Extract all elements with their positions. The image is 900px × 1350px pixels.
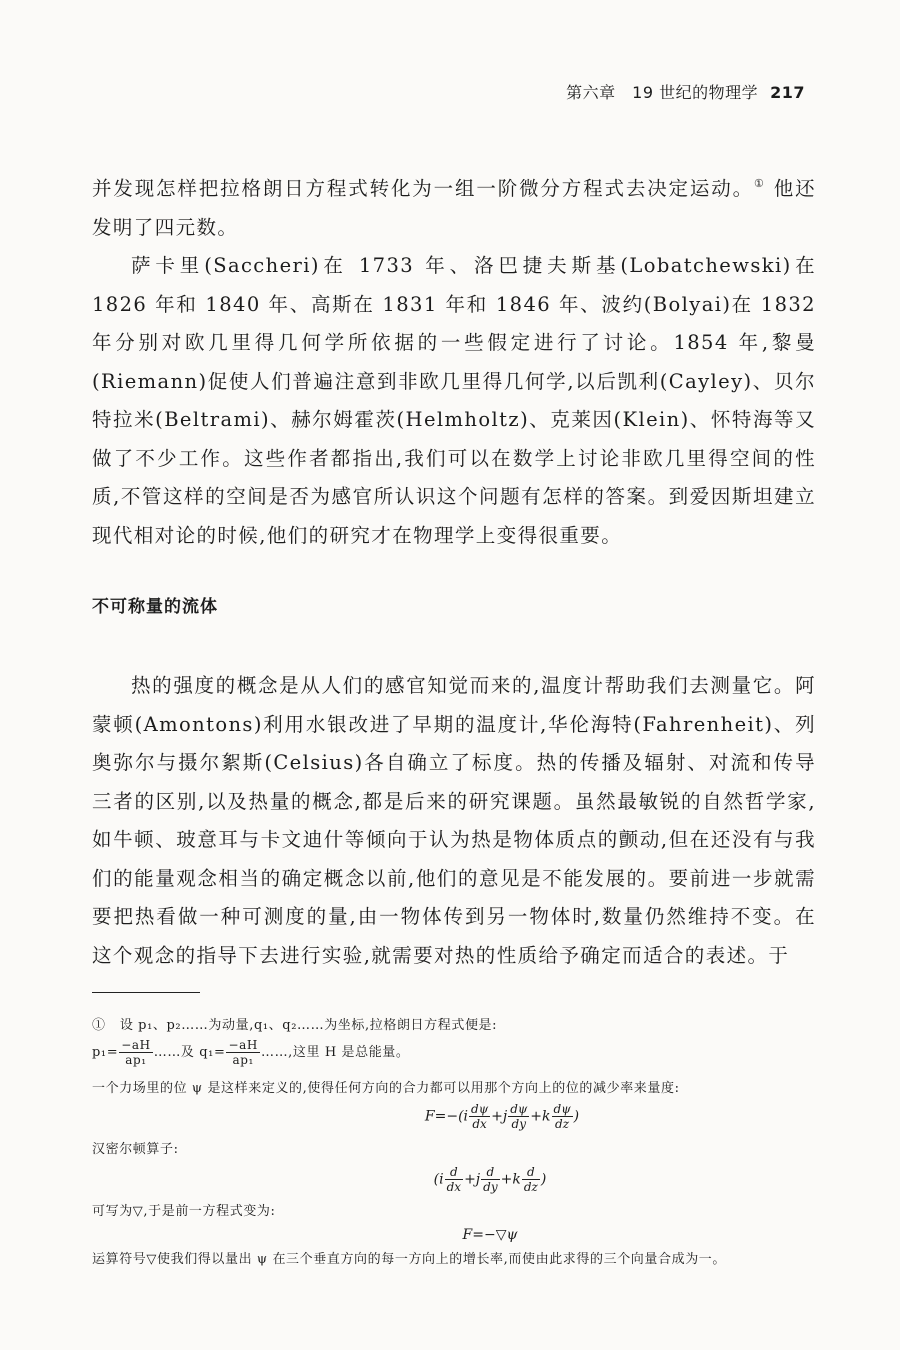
fraction-2-denominator: ap₁ [232, 1053, 254, 1067]
paragraph-1-text: 并发现怎样把拉格朗日方程式转化为一组一阶微分方程式去决定运动。 [92, 177, 754, 200]
eq1-fx-den: dx [472, 1117, 487, 1131]
footnote-line-5: 可写为▽,于是前一方程式变为: [92, 1204, 276, 1219]
fraction-2 [226, 1038, 259, 1067]
eq2-fy-num: d [481, 1165, 499, 1180]
fraction-1-denominator: ap₁ [125, 1053, 147, 1067]
fraction-1 [119, 1038, 152, 1067]
footnote-formula-q: ……及 q₁= [153, 1045, 226, 1060]
eq1-fraction-x [469, 1102, 490, 1131]
eq2-part-c: +k [500, 1171, 521, 1188]
eq1-fraction-z [552, 1102, 573, 1131]
footnote-line-2 [92, 1038, 816, 1067]
paragraph-3: 热的强度的概念是从人们的感官知觉而来的,温度计帮助我们去测量它。阿蒙顿(Amontons)利用水银改进了早期的温度计,华伦海特(Fahrenheit)、列奥弥尔与摄尔絮斯(Celsius)各自确立了标度。热的传播及辐射、对流和传导三者的区别,以及热量的概念,都是后来的研究课题。虽然最敏锐的自然哲学家,如牛顿、玻意耳与卡文迪什等倾向于认为热是物体质点的颤动,但在还没有与我们的能量观念相当的确定概念以前,他们的意见是不能发展的。要前进一步就需要把热看做一种可测度的量,由一物体传到另一物体时,数量仍然维持不变。在这个观念的指导下去进行实验,就需要对热的性质给予确定而适合的表述。于 [92, 674, 816, 967]
eq1-fy-den: dy [511, 1117, 526, 1131]
paragraph-1 [92, 170, 816, 247]
eq2-part-d: ) [540, 1171, 547, 1188]
footnote-line-1 [92, 1016, 816, 1036]
footnote-line-4: 汉密尔顿算子: [92, 1142, 179, 1157]
paragraph-1-end: 他还发明了四元数。 [92, 177, 816, 239]
eq1-part-c: +k [530, 1108, 551, 1125]
eq2-part-b: +j [464, 1171, 481, 1188]
footnote-formula-tail: ……,这里 H 是总能量。 [260, 1045, 410, 1060]
eq1-fx-num: dψ [471, 1102, 489, 1116]
eq2-fx-den: dx [446, 1180, 462, 1194]
eq2-fy-den: dy [483, 1180, 498, 1194]
paragraph-2: 萨卡里(Saccheri)在 1733 年、洛巴捷夫斯基(Lobatchewski)在 1826 年和 1840 年、高斯在 1831 年和 1846 年、波约(Bolyai)在 1832 年分别对欧几里得几何学所依据的一些假定进行了讨论。1854 年,黎曼(Riemann)促使人们普遍注意到非欧几里得几何学,以后凯利(Cayley)、贝尔特拉米(Beltrami)、赫尔姆霍茨(Helmholtz)、克莱因(Klein)、怀特海等又做了不少工作。这些作者都指出,我们可以在数学上讨论非欧几里得空间的性质,不管这样的空间是否为感官所认识这个问题有怎样的答案。到爱因斯坦建立现代相对论的时候,他们的研究才在物理学上变得很重要。 [92, 254, 816, 547]
footnote-marker: ① [92, 1018, 106, 1033]
eq1-fz-den: dz [555, 1117, 570, 1131]
footnote-line-6: 运算符号▽使我们得以量出 ψ 在三个垂直方向的每一方向上的增长率,而使由此求得的三个向量合成为一。 [92, 1252, 726, 1267]
eq2-fx-num: d [445, 1165, 463, 1180]
equation-nabla: F=−▽ψ [462, 1227, 518, 1243]
page-number: 217 [770, 83, 805, 102]
chapter-title: 第六章 19 世纪的物理学 [566, 83, 759, 102]
eq1-fy-num: dψ [510, 1102, 528, 1116]
eq1-part-a: F=−(i [424, 1108, 469, 1125]
equation-gradient [52, 1102, 900, 1131]
eq2-fz-num: d [522, 1165, 540, 1180]
footnote-text-1: 设 p₁、p₂……为动量,q₁、q₂……为坐标,拉格朗日方程式便是: [119, 1018, 498, 1033]
footnote-divider [92, 992, 200, 993]
eq1-fraction-y [508, 1102, 529, 1131]
eq1-part-d: ) [573, 1108, 580, 1125]
eq2-fz-den: dz [523, 1180, 538, 1194]
equation-hamilton-operator [40, 1165, 900, 1194]
eq2-part-a: (i [433, 1171, 444, 1188]
running-head [566, 80, 805, 103]
eq2-fraction-z [522, 1165, 540, 1194]
eq2-fraction-x [445, 1165, 463, 1194]
section-heading: 不可称量的流体 [92, 597, 218, 617]
fraction-2-numerator: −aH [228, 1038, 258, 1052]
eq2-fraction-y [481, 1165, 499, 1194]
fraction-1-numerator: −aH [121, 1038, 151, 1052]
footnote-line-3: 一个力场里的位 ψ 是这样来定义的,使得任何方向的合力都可以用那个方向上的位的减少率来量度: [92, 1081, 680, 1096]
footnote-formula-p: p₁= [92, 1045, 119, 1060]
footnote-reference[interactable]: ① [753, 177, 766, 190]
eq1-part-b: +j [491, 1108, 508, 1125]
eq1-fz-num: dψ [553, 1102, 571, 1116]
